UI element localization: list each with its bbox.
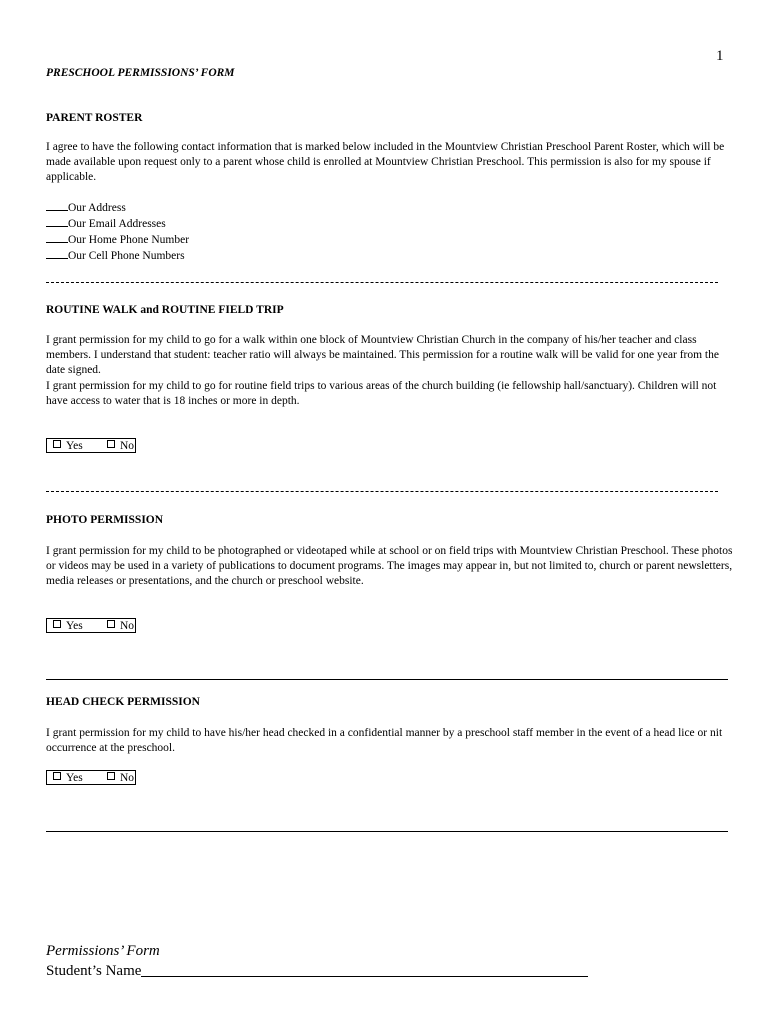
head-check-yes-no-box — [46, 770, 136, 785]
form-title: PRESCHOOL PERMISSIONS’ FORM — [46, 67, 235, 79]
routine-walk-text: I grant permission for my child to go for a walk within one block of Mountview Christian Church in the company of his/her teacher and class members. I understand that student: teacher ratio will always be maintained. This permission for a routine walk will be valid for one year from the date signed. — [46, 334, 719, 376]
solid-divider — [46, 679, 728, 680]
checkbox-icon[interactable] — [107, 440, 115, 448]
checkbox-icon[interactable] — [107, 620, 115, 628]
parent-roster-text: I agree to have the following contact information that is marked below included in the Mountview Christian Preschool Parent Roster, which will be made available upon request only to a parent whose child is enrolled at Mountview Christian Preschool. This permission is also for my spouse if applicable. — [46, 141, 725, 183]
dashed-divider — [46, 491, 718, 492]
checkmark-blank[interactable] — [46, 232, 68, 243]
routine-walk-heading: ROUTINE WALK and ROUTINE FIELD TRIP — [46, 304, 284, 316]
student-name-line[interactable] — [141, 962, 588, 977]
roster-item-cell-phone[interactable] — [46, 248, 189, 264]
checkmark-blank[interactable] — [46, 248, 68, 259]
checkbox-icon[interactable] — [53, 440, 61, 448]
photo-yes-option[interactable]: Yes — [53, 619, 83, 634]
checkbox-icon[interactable] — [107, 772, 115, 780]
dashed-divider — [46, 282, 718, 283]
roster-item-label: Our Cell Phone Numbers — [68, 250, 185, 262]
roster-item-home-phone[interactable] — [46, 232, 189, 248]
checkbox-icon[interactable] — [53, 620, 61, 628]
walk-yes-no-box — [46, 438, 136, 453]
student-name-label: Student’s Name — [46, 963, 142, 979]
parent-roster-heading: PARENT ROSTER — [46, 112, 143, 124]
checkbox-icon[interactable] — [53, 772, 61, 780]
roster-item-label: Our Email Addresses — [68, 218, 166, 230]
solid-divider — [46, 831, 728, 832]
photo-permission-heading: PHOTO PERMISSION — [46, 514, 164, 526]
head-check-no-option[interactable]: No — [107, 771, 134, 786]
checkmark-blank[interactable] — [46, 216, 68, 227]
page-number: 1 — [716, 48, 724, 64]
walk-no-option[interactable]: No — [107, 439, 134, 454]
footer-form-title: Permissions’ Form — [46, 943, 160, 959]
photo-permission-text: I grant permission for my child to be photographed or videotaped while at school or on field trips with Mountview Christian Preschool. These photos or videos may be used in a variety of publications to document programs. The images may appear in, but not limited to, church or parent newsletters, media releases or presentations, and the church or preschool website. — [46, 545, 733, 587]
head-check-yes-option[interactable]: Yes — [53, 771, 83, 786]
student-name-field[interactable] — [46, 962, 588, 980]
head-check-text: I grant permission for my child to have his/her head checked in a confidential manner by a preschool staff member in the event of a head lice or nit occurrence at the preschool. — [46, 727, 723, 754]
photo-yes-no-box — [46, 618, 136, 633]
roster-item-address[interactable] — [46, 200, 189, 216]
field-trip-text: I grant permission for my child to go for routine field trips to various areas of the church building (ie fellowship hall/sanctuary). Children will not have access to water that is 18 inches or more in depth. — [46, 380, 717, 407]
checkmark-blank[interactable] — [46, 200, 68, 211]
roster-item-email[interactable] — [46, 216, 189, 232]
roster-options-list — [46, 200, 189, 264]
photo-no-option[interactable]: No — [107, 619, 134, 634]
roster-item-label: Our Home Phone Number — [68, 234, 190, 246]
roster-item-label: Our Address — [68, 202, 126, 214]
walk-yes-option[interactable]: Yes — [53, 439, 83, 454]
head-check-heading: HEAD CHECK PERMISSION — [46, 696, 200, 708]
